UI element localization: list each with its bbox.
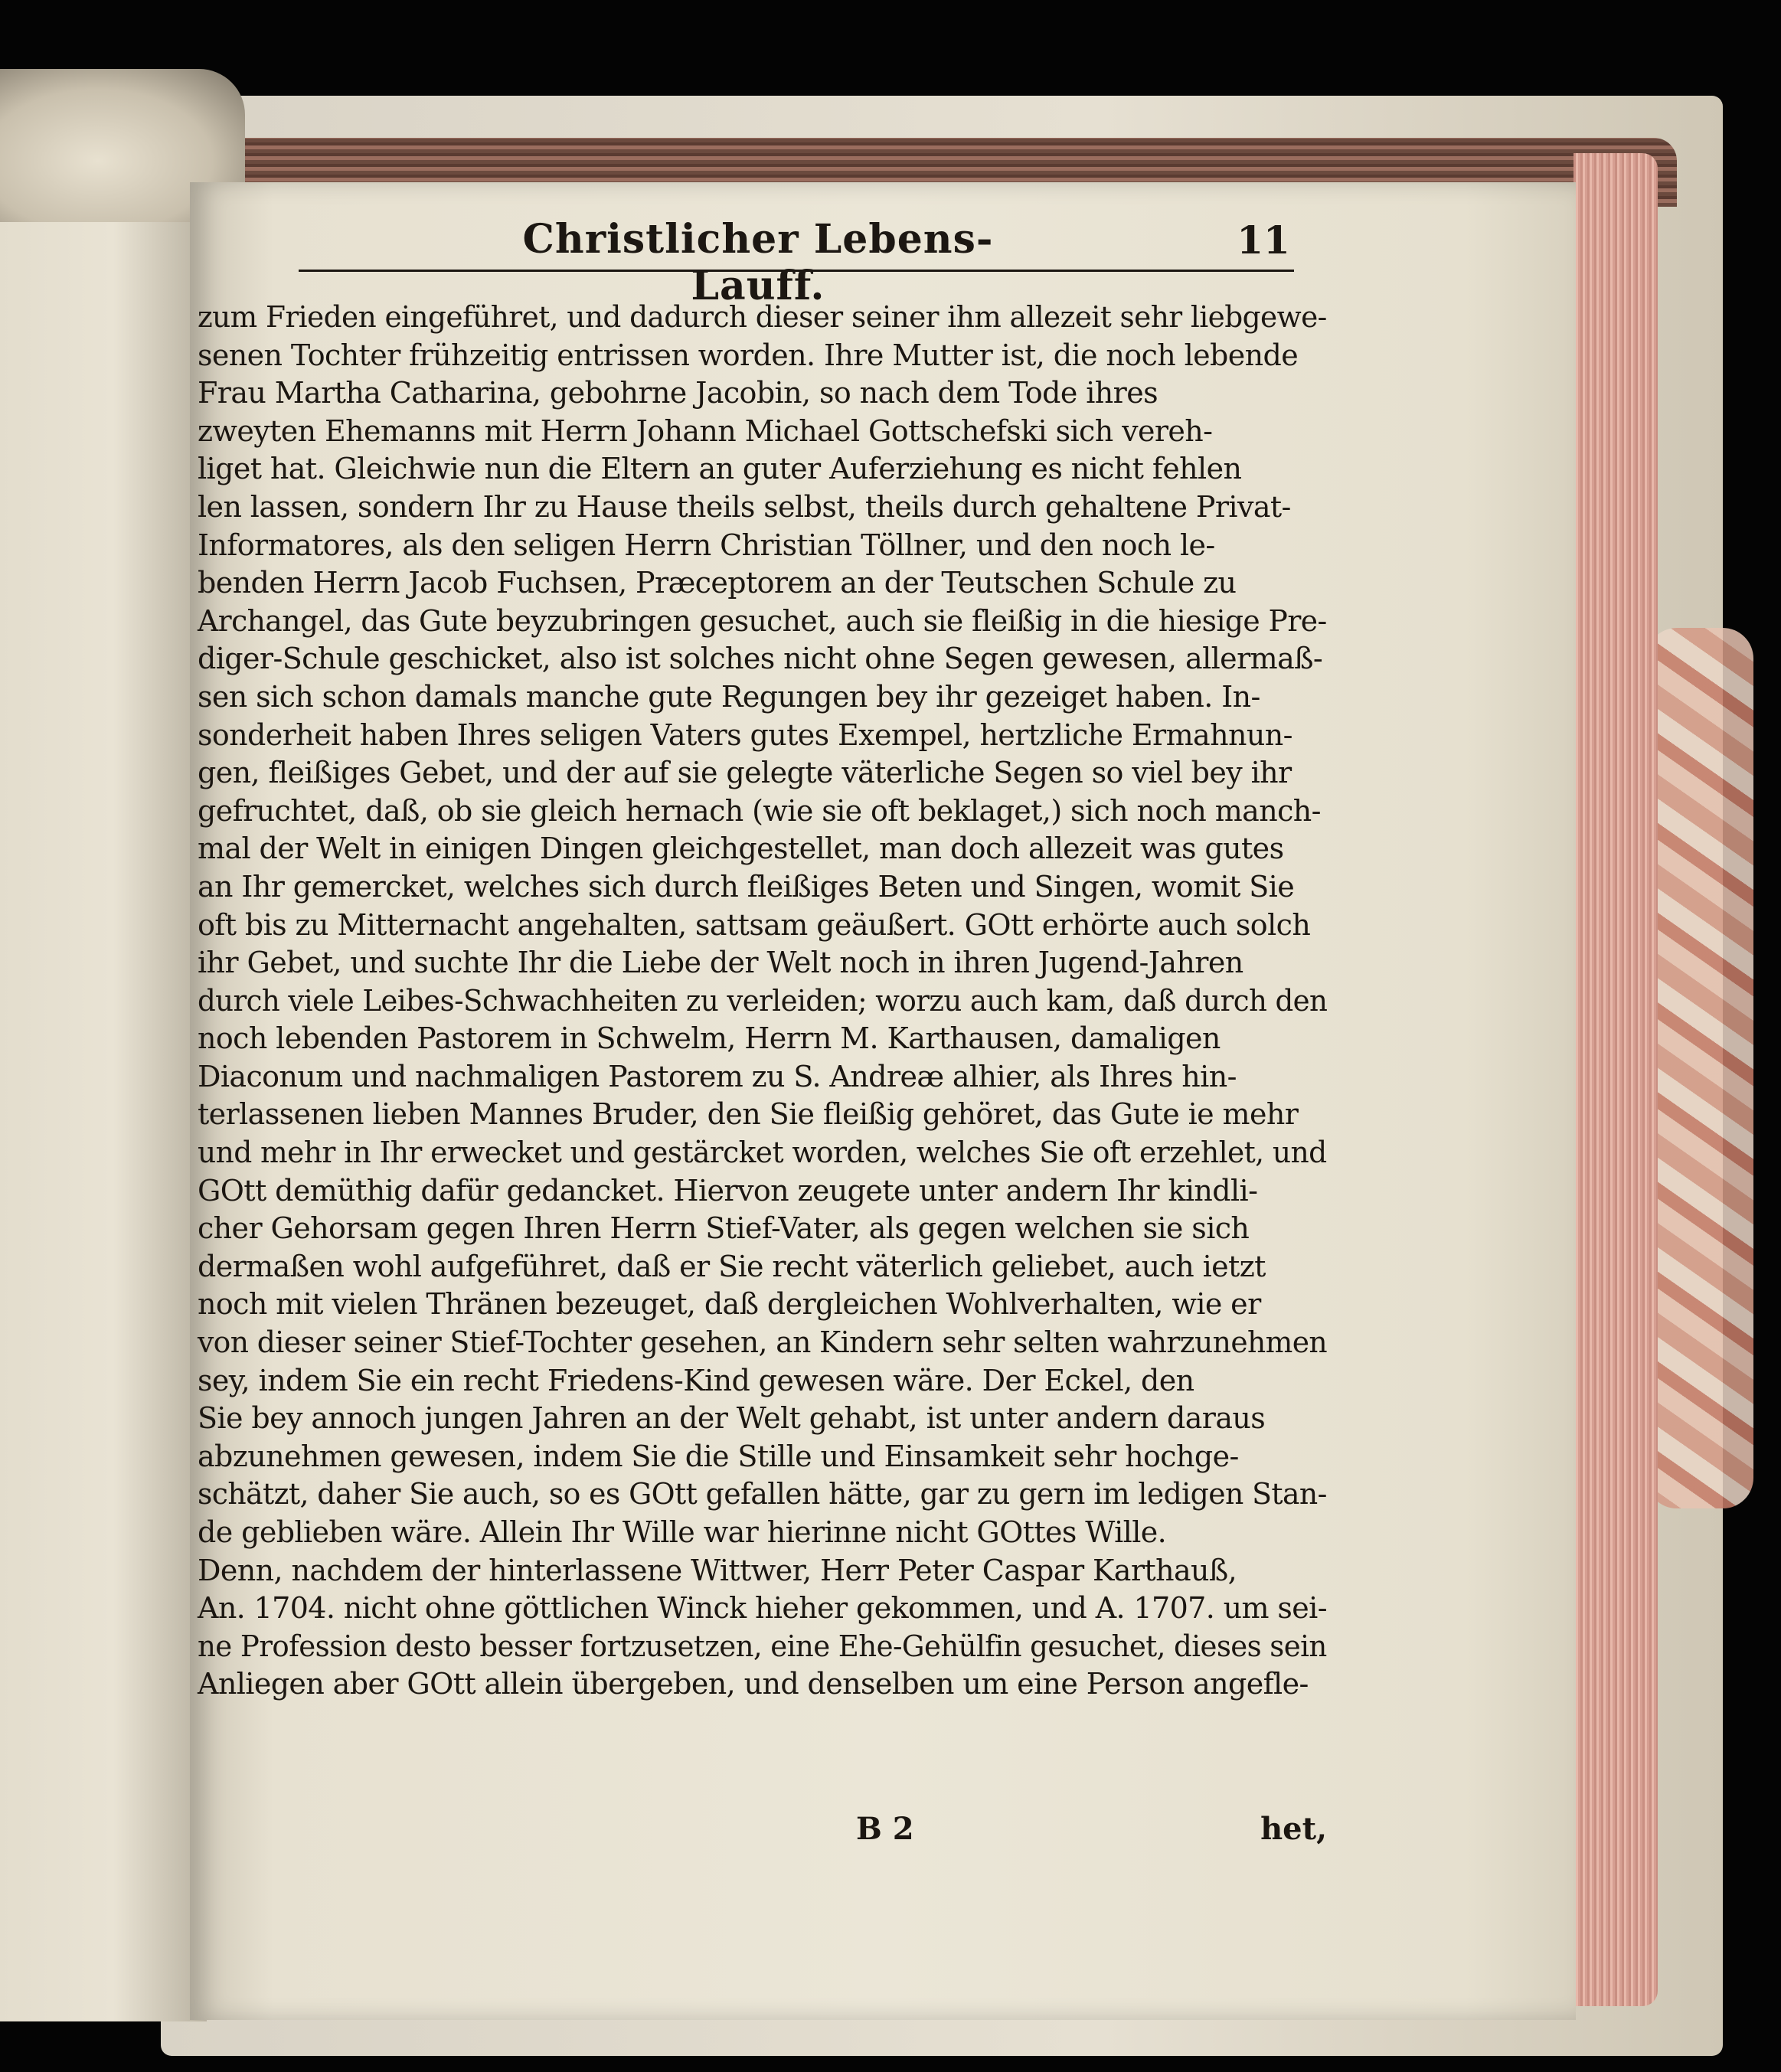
text-line: sen sich schon damals manche gute Regungen bey ihr gezeiget haben. In- bbox=[198, 679, 1260, 714]
cover-stain bbox=[1646, 628, 1753, 1508]
signature-mark: B 2 bbox=[856, 1811, 914, 1847]
text-line: von dieser seiner Stief-Tochter gesehen, an Kindern sehr selten wahrzunehmen bbox=[198, 1325, 1328, 1360]
text-line: zum Frieden eingeführet, und dadurch dieser seiner ihm allezeit sehr liebgewe- bbox=[198, 300, 1327, 334]
catchword: het, bbox=[1260, 1811, 1327, 1847]
text-line: Archangel, das Gute beyzubringen gesuchet, auch sie fleißig in die hiesige Pre- bbox=[198, 603, 1327, 638]
text-line: noch lebenden Pastorem in Schwelm, Herrn M. Karthausen, damaligen bbox=[198, 1021, 1221, 1056]
text-line: liget hat. Gleichwie nun die Eltern an guter Auferziehung es nicht fehlen bbox=[198, 452, 1242, 486]
text-line: GOtt demüthig dafür gedancket. Hiervon zeugete unter andern Ihr kindli- bbox=[198, 1173, 1258, 1208]
text-line: gefruchtet, daß, ob sie gleich hernach (wie sie oft beklaget,) sich noch manch- bbox=[198, 793, 1321, 828]
text-line: an Ihr gemercket, welches sich durch fleißiges Beten und Singen, womit Sie bbox=[198, 869, 1295, 904]
text-line: benden Herrn Jacob Fuchsen, Præceptorem an der Teutschen Schule zu bbox=[198, 566, 1237, 600]
text-line: Anliegen aber GOtt allein übergeben, und denselben um eine Person angefle- bbox=[198, 1667, 1309, 1701]
text-line: An. 1704. nicht ohne göttlichen Winck hieher gekommen, und A. 1707. um sei- bbox=[198, 1591, 1327, 1626]
text-line: len lassen, sondern Ihr zu Hause theils selbst, theils durch gehaltene Privat- bbox=[198, 489, 1291, 524]
text-line: gen, fleißiges Gebet, und der auf sie gelegte väterliche Segen so viel bey ihr bbox=[198, 756, 1292, 790]
text-line: Diaconum und nachmaligen Pastorem zu S. Andreæ alhier, als Ihres hin- bbox=[198, 1059, 1237, 1093]
text-line: sonderheit haben Ihres seligen Vaters gutes Exempel, hertzliche Ermahnun- bbox=[198, 717, 1292, 752]
text-line: zweyten Ehemanns mit Herrn Johann Michael Gottschefski sich vereh- bbox=[198, 413, 1213, 448]
text-line: Informatores, als den seligen Herrn Christian Töllner, und den noch le- bbox=[198, 528, 1215, 562]
text-line: ihr Gebet, und suchte Ihr die Liebe der Welt noch in ihren Jugend-Jahren bbox=[198, 946, 1243, 980]
page-footer bbox=[198, 1811, 1327, 1849]
text-line: Sie bey annoch jungen Jahren an der Welt gehabt, ist unter andern daraus bbox=[198, 1401, 1266, 1436]
fore-edge bbox=[1573, 153, 1658, 2006]
text-line: durch viele Leibes-Schwachheiten zu verleiden; worzu auch kam, daß durch den bbox=[198, 983, 1328, 1018]
text-line: Frau Martha Catharina, gebohrne Jacobin, so nach dem Tode ihres bbox=[198, 376, 1158, 410]
text-line: dermaßen wohl aufgeführet, daß er Sie recht väterlich geliebet, auch ietzt bbox=[198, 1249, 1266, 1283]
text-line: cher Gehorsam gegen Ihren Herrn Stief-Vater, als gegen welchen sie sich bbox=[198, 1211, 1250, 1246]
text-line: ne Profession desto besser fortzusetzen, eine Ehe-Gehülfin gesuchet, dieses sein bbox=[198, 1629, 1327, 1663]
text-line: senen Tochter frühzeitig entrissen worden. Ihre Mutter ist, die noch lebende bbox=[198, 338, 1299, 372]
text-line: diger-Schule geschicket, also ist solches nicht ohne Segen gewesen, allermaß- bbox=[198, 642, 1323, 676]
text-line: und mehr in Ihr erwecket und gestärcket worden, welches Sie oft erzehlet, und bbox=[198, 1136, 1327, 1170]
text-line: schätzt, daher Sie auch, so es GOtt gefallen hätte, gar zu gern im ledigen Stan- bbox=[198, 1477, 1327, 1512]
text-line: noch mit vielen Thränen bezeuget, daß dergleichen Wohlverhalten, wie er bbox=[198, 1287, 1261, 1322]
text-block bbox=[198, 299, 1327, 1704]
facing-page-edge bbox=[0, 199, 207, 2021]
text-line: oft bis zu Mitternacht angehalten, sattsam geäußert. GOtt erhörte auch solch bbox=[198, 907, 1311, 942]
page-number: 11 bbox=[1237, 217, 1290, 263]
running-title: Christlicher Lebens-Lauff. bbox=[522, 216, 994, 309]
text-line: Denn, nachdem der hinterlassene Wittwer, Herr Peter Caspar Karthauß, bbox=[198, 1553, 1237, 1587]
text-line: mal der Welt in einigen Dingen gleichgestellet, man doch allezeit was gutes bbox=[198, 832, 1284, 866]
text-line: sey, indem Sie ein recht Friedens-Kind gewesen wäre. Der Eckel, den bbox=[198, 1363, 1194, 1397]
text-line: de geblieben wäre. Allein Ihr Wille war hierinne nicht GOttes Wille. bbox=[198, 1515, 1167, 1549]
text-line: abzunehmen gewesen, indem Sie die Stille und Einsamkeit sehr hochge- bbox=[198, 1439, 1239, 1473]
text-line: terlassenen lieben Mannes Bruder, den Sie fleißig gehöret, das Gute ie mehr bbox=[198, 1097, 1299, 1132]
